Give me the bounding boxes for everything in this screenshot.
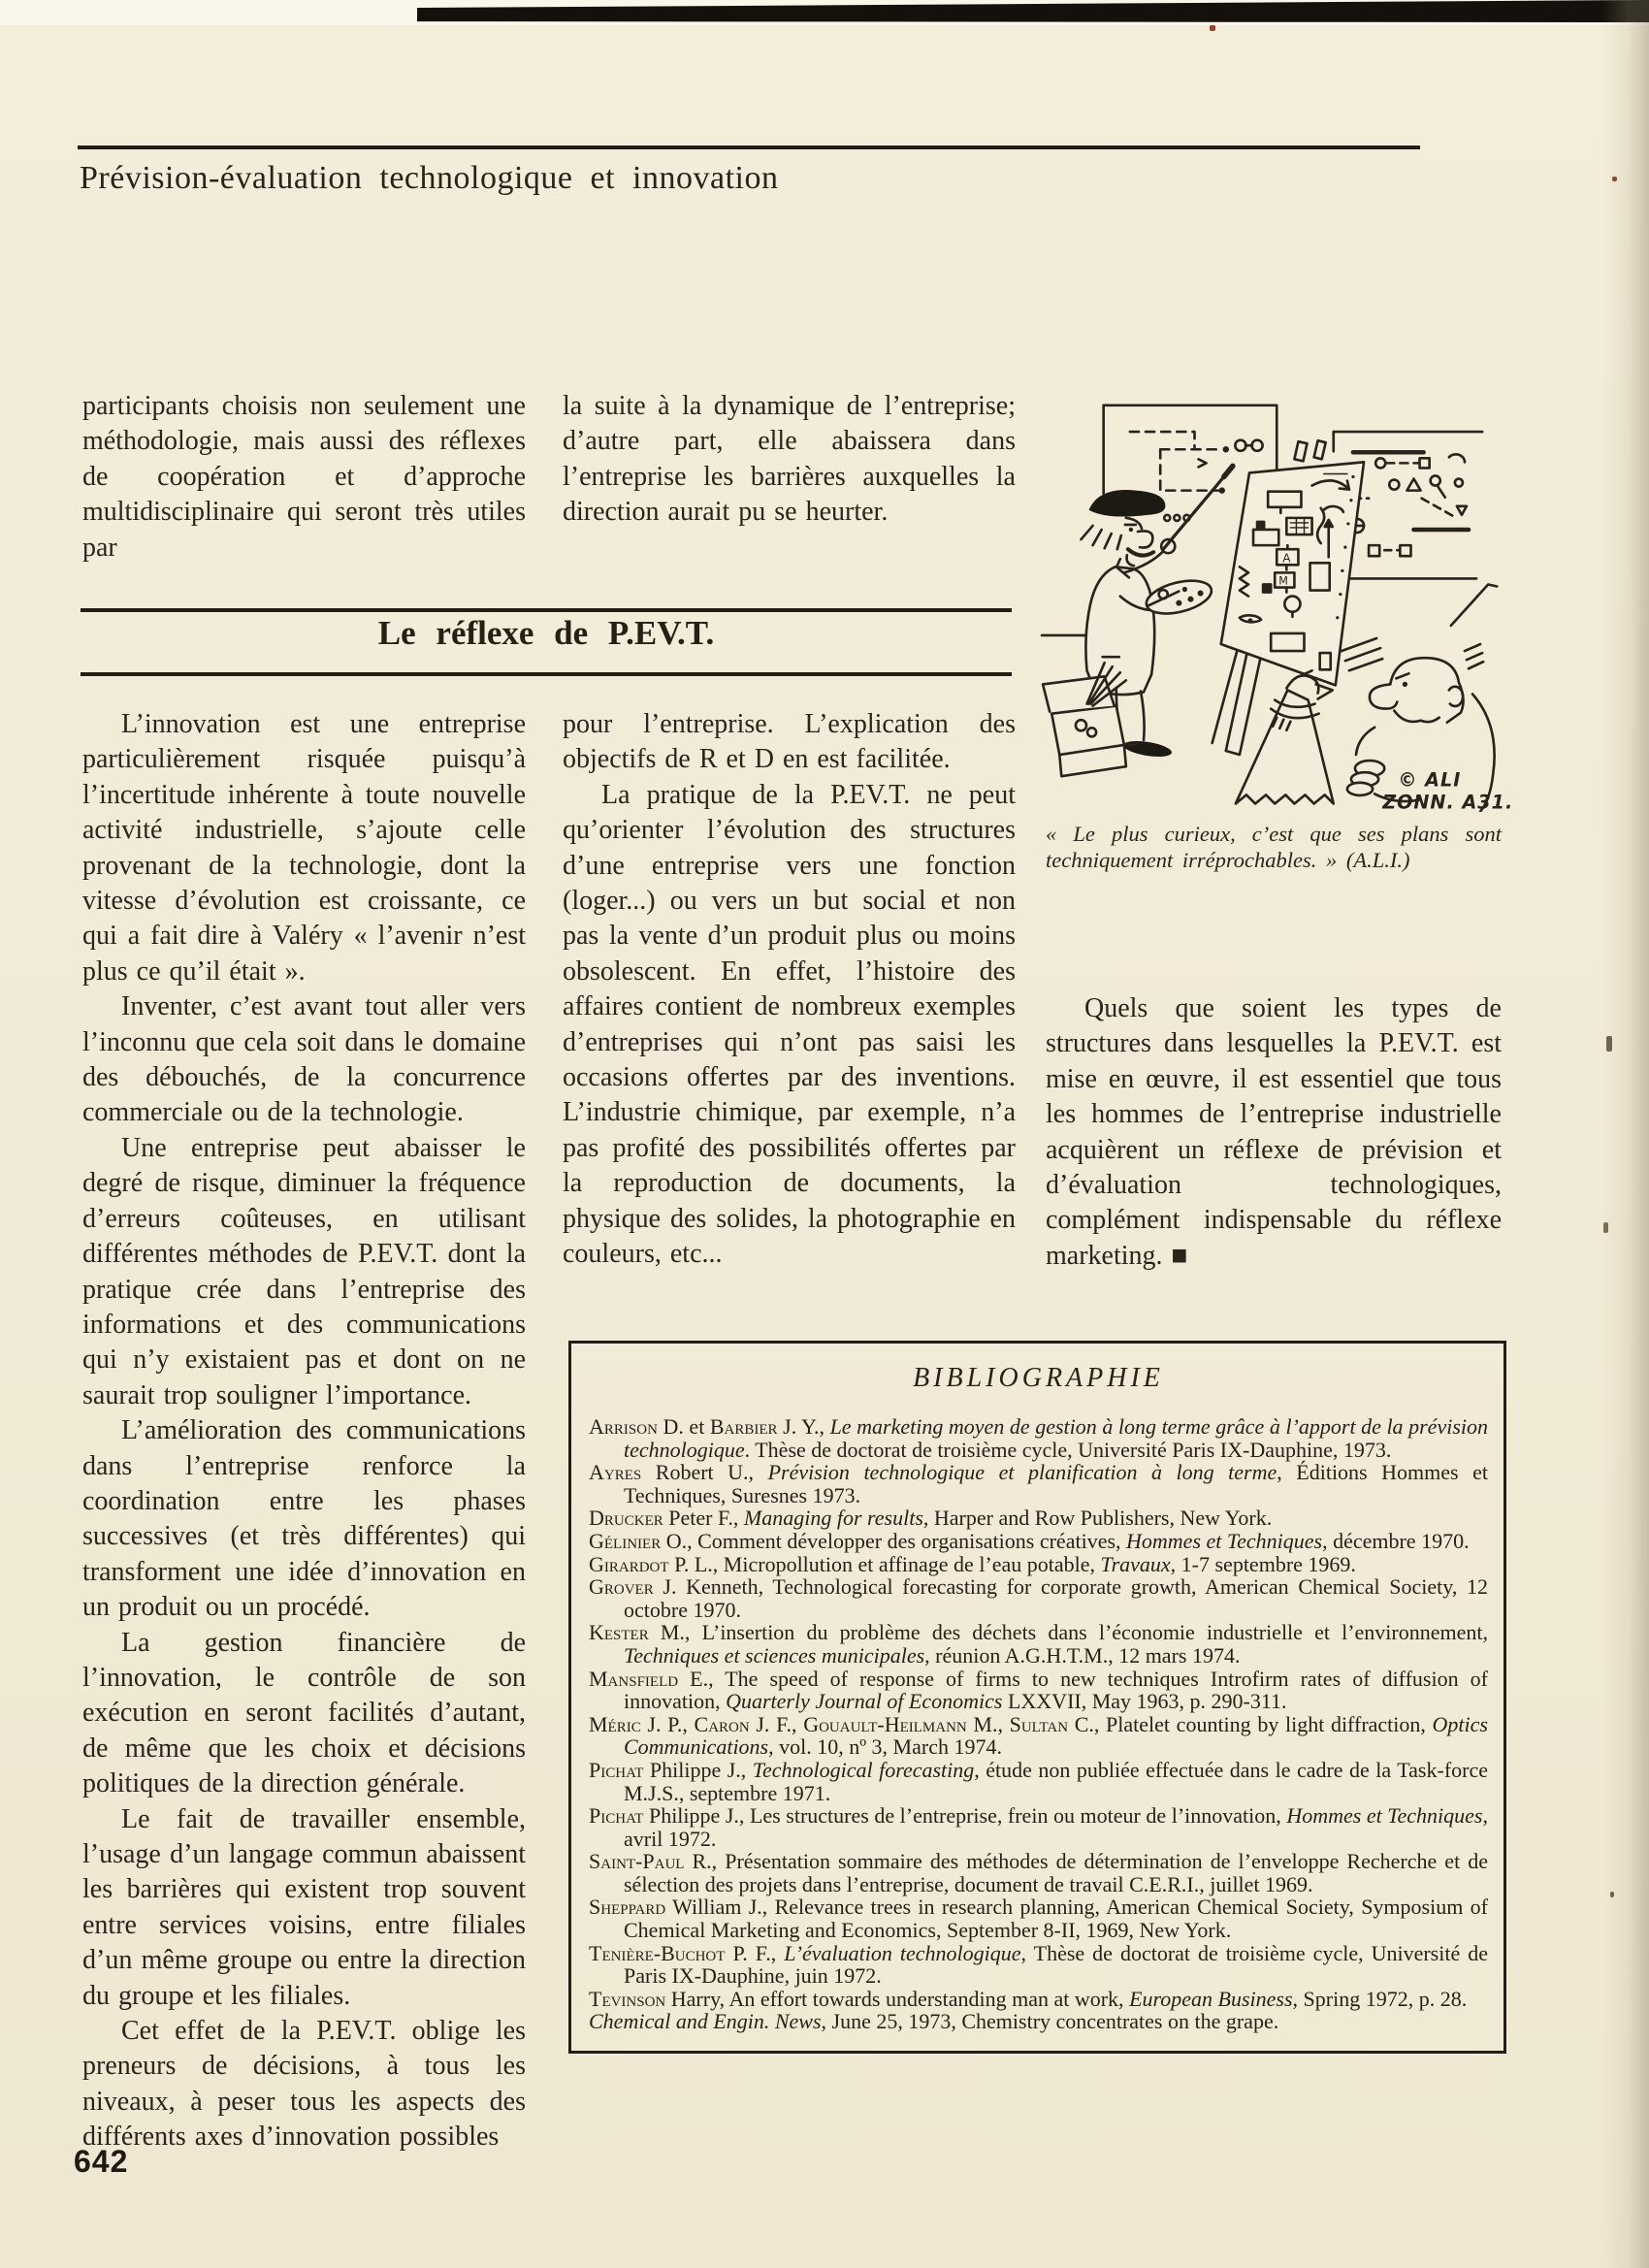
cartoon-caption: « Le plus curieux, c’est que ses plans sont techniquement irréprochables. » (A.L.I.) <box>1046 822 1502 872</box>
paragraph: La gestion financière de l’innovation, le contrôle de son exécution en seront facilités d’autant, de même que les choix et décisions politiques de la direction générale. <box>82 1627 526 1799</box>
cartoon-drawing <box>1030 361 1578 812</box>
section-rule-top <box>81 608 1012 612</box>
paragraph: La pratique de la P.EV.T. ne peut qu’orienter l’évolution des structures d’une entreprise vers une fonction (loger...) ou vers un but social et non pas la vente d’un produit plus ou moins obsolescent. En effet, l’histoire des affaires contient de nombreux exemples d’entreprises qui n’ont pas saisi les occasions offertes par des inventions. L’industrie chimique, par exemple, n’a pas profité des possibilités offertes par la reproduction de documents, la physique des solides, la photographie en couleurs, etc... <box>563 779 1016 1270</box>
bibliography-entry: Mansfield E., The speed of response of firms to new techniques Introfirm rates of diffusion of innovation, Quarterly Journal of Economics LXXVII, May 1963, p. 290-311. <box>589 1666 1488 1714</box>
bibliography-entry: Pichat Philippe J., Les structures de l’entreprise, frein ou moteur de l’innovation, Hommes et Techniques, avril 1972. <box>589 1803 1488 1851</box>
bibliography-entry: Pichat Philippe J., Technological forecasting, étude non publiée effectuée dans le cadre de la Task-force M.J.S., septembre 1971. <box>589 1757 1489 1805</box>
page-number: 642 <box>74 2144 129 2179</box>
svg-text:A: A <box>1282 551 1291 566</box>
bibliography-entry: Arrison D. et Barbier J. Y., Le marketing moyen de gestion à long terme grâce à l’apport de la prévision technologique. Thèse de doctorat de troisième cycle, Université Paris IX-Dauphine, 1973. <box>589 1414 1489 1462</box>
article-column-middle <box>563 707 1016 1273</box>
bibliography-entry: Grover J. Kenneth, Technological forecasting for corporate growth, American Chemical Society, 12 octobre 1970. <box>589 1574 1488 1622</box>
cartoon-illustration <box>1030 361 1578 812</box>
header-rule <box>78 146 1420 149</box>
page-title: Prévision-évaluation technologique et innovation <box>80 160 779 196</box>
section-title: Le réflexe de P.EV.T. <box>377 614 715 652</box>
paper-speck <box>1610 1892 1614 1897</box>
paragraph: L’innovation est une entreprise particulièrement risquée puisqu’à l’incertitude inhérente à toute nouvelle activité industrielle, s’ajoute celle provenant de la technologie, dont la vitesse d’évolution est croissante, ce qui a fait dire à Valéry « l’avenir n’est plus ce qu’il était ». <box>82 709 526 987</box>
paragraph: Cet effet de la P.EV.T. oblige les preneurs de décisions, à tous les niveaux, à peser tous les aspects des différents axes d’innovation possibles <box>82 2016 526 2153</box>
bibliography-entry: Girardot P. L., Micropollution et affinage de l’eau potable, Travaux, 1-7 septembre 1969. <box>589 1551 1356 1576</box>
paragraph: pour l’entreprise. L’explication des objectifs de R et D en est facilitée. <box>563 709 1016 775</box>
bibliography-entry: Ayres Robert U., Prévision technologique et planification à long terme, Éditions Hommes et Techniques, Suresnes 1973. <box>589 1460 1488 1507</box>
paragraph: Inventer, c’est avant tout aller vers l’inconnu que cela soit dans le domaine des débouchés, de la concurrence commerciale ou de la technologie. <box>82 991 526 1128</box>
paper-right-edge <box>1602 0 1649 2268</box>
bibliography-entry: Drucker Peter F., Managing for results, Harper and Row Publishers, New York. <box>589 1506 1273 1531</box>
bibliography-entry: Chemical and Engin. News, June 25, 1973, Chemistry concentrates on the grape. <box>589 2009 1279 2034</box>
paragraph: Quels que soient les types de structures dans lesquelles la P.EV.T. est mise en œuvre, il est essentiel que tous les hommes de l’entreprise industrielle acquièrent un réflexe de prévision et d’évaluation technologiques, complément indispensable du réflexe marketing. ■ <box>1046 993 1502 1271</box>
bibliography-entry: Gélinier O., Comment développer des organisations créatives, Hommes et Techniques, décembre 1970. <box>589 1528 1470 1553</box>
bibliography-entry: Tenière-Buchot P. F., L’évaluation technologique, Thèse de doctorat de troisième cycle, Université de Paris IX-Dauphine, juin 1972. <box>589 1940 1489 1989</box>
cartoon-signature-line2: ZONN. A31. <box>1382 791 1514 812</box>
paper-speck <box>1612 177 1617 181</box>
svg-text:M: M <box>1278 574 1288 588</box>
paper-speck <box>1210 25 1215 31</box>
section-rule-bottom <box>81 672 1012 676</box>
bibliography-entry: Sheppard William J., Relevance trees in research planning, American Chemical Society, Symposium of Chemical Marketing and Economics, September 8-II, 1969, New York. <box>589 1895 1488 1943</box>
paper-speck <box>1603 1222 1608 1233</box>
cartoon-signature-line1: © ALI <box>1398 768 1462 792</box>
article-column-right <box>1046 991 1502 1274</box>
bibliography-box <box>568 1341 1506 2054</box>
paragraph: Le fait de travailler ensemble, l’usage d’un langage commun abaissent les barrières qui existent trop souvent entre services voisins, entre filiales d’un même groupe ou entre la direction du groupe et les filiales. <box>82 1803 526 2011</box>
paragraph: L’amélioration des communications dans l’entreprise renforce la coordination entre les phases successives (et très différentes) qui transforment une idée d’innovation en un produit ou un procédé. <box>82 1415 526 1623</box>
bibliography-entry: Saint-Paul R., Présentation sommaire des méthodes de détermination de l’enveloppe Recherche et de sélection des projets dans l’entreprise, document de travail C.E.R.I., juillet 1969. <box>589 1849 1488 1896</box>
intro-column-right: la suite à la dynamique de l’entreprise; d’autre part, elle abaissera dans l’entreprise les barrières auxquelles la direction aurait pu se heurter. <box>563 391 1016 528</box>
intro-column-left: participants choisis non seulement une méthodologie, mais aussi des réflexes de coopération et d’approche multidisciplinaire qui seront très utiles par <box>82 391 526 563</box>
bibliography-entries <box>589 1415 1488 2033</box>
paint-box <box>1043 663 1126 776</box>
paper-speck <box>1606 1036 1612 1052</box>
bibliography-entry: Tevinson Harry, An effort towards understanding man at work, European Business, Spring 1972, p. 28. <box>589 1986 1468 2011</box>
bibliography-title: BIBLIOGRAPHIE <box>913 1363 1164 1393</box>
paragraph: Une entreprise peut abaisser le degré de risque, diminuer la fréquence d’erreurs coûteuses, en utilisant différentes méthodes de P.EV.T. dont la pratique crée dans l’entreprise des informations et des communications qui n’y existaient pas et dont on ne saurait trop souligner l’importance. <box>82 1132 526 1410</box>
bibliography-entry: Kester M., L’insertion du problème des déchets dans l’économie industrielle et l’environnement, Techniques et sciences municipales, réunion A.G.H.T.M., 12 mars 1974. <box>589 1620 1488 1668</box>
bibliography-entry: Méric J. P., Caron J. F., Gouault-Heilmann M., Sultan C., Platelet counting by light diffraction, Optics Communications, vol. 10, nº 3, March 1974. <box>589 1711 1488 1760</box>
article-column-left <box>82 707 526 2155</box>
